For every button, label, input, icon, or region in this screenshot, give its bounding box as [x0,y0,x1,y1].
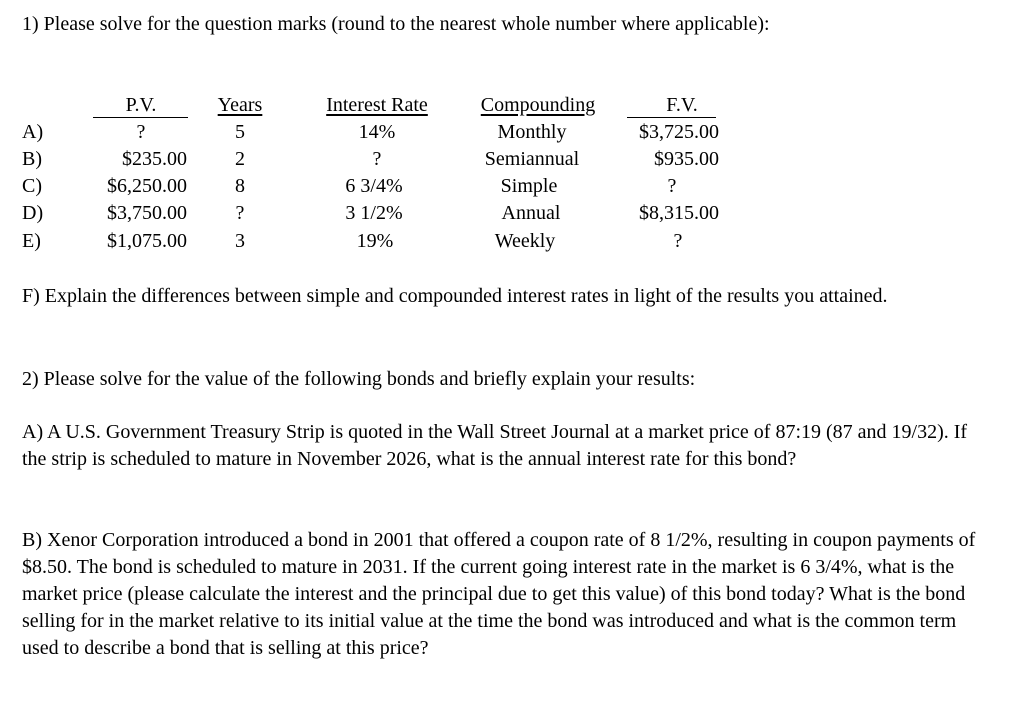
header-compounding: Compounding [480,94,596,116]
cell-compounding-b: Semiannual [484,148,580,170]
header-fv: F.V. [666,94,698,116]
cell-years-a: 5 [235,121,245,143]
question-2-part-b: B) Xenor Corporation introduced a bond in 2001 that offered a coupon rate of 8 1/2%, resulting in coupon payments of $8.50. The bond is scheduled to mature in 2031. If the current going interest rate in the market is 6 3/4%, what is the market price (please calculate the interest and the principal due to get this value) of this bond today? What is the bond selling for in the market relative to its initial value at the time the bond was introduced and what is the common term used to describe a bond that is selling at this price? [22,529,976,659]
row-label-a: A) [22,121,44,143]
cell-rate-c: 6 3/4% [345,175,403,197]
question-1-title: 1) Please solve for the question marks (round to the nearest whole number where applicable): [22,13,770,35]
cell-rate-d: 3 1/2% [345,202,403,224]
row-label-c: C) [22,175,42,197]
row-label-b: B) [22,148,42,170]
question-1-part-f: F) Explain the differences between simple and compounded interest rates in light of the results you attained. [22,285,888,307]
cell-rate-e: 19% [356,230,394,252]
cell-compounding-a: Monthly [497,121,567,143]
cell-fv-c: ? [667,175,677,197]
cell-fv-b: $935.00 [654,148,719,170]
cell-compounding-c: Simple [500,175,558,197]
header-pv: P.V. [125,94,157,116]
cell-years-b: 2 [235,148,245,170]
cell-compounding-d: Annual [501,202,561,224]
row-label-e: E) [22,230,41,252]
cell-pv-c: $6,250.00 [107,175,187,197]
cell-fv-a: $3,725.00 [639,121,719,143]
header-fv-underline [627,117,716,118]
cell-pv-e: $1,075.00 [107,230,187,252]
row-label-d: D) [22,202,44,224]
cell-rate-b: ? [372,148,382,170]
cell-pv-d: $3,750.00 [107,202,187,224]
cell-compounding-e: Weekly [494,230,556,252]
header-pv-underline [93,117,188,118]
question-2-part-a: A) A U.S. Government Treasury Strip is quoted in the Wall Street Journal at a market price of 87:19 (87 and 19/32). If the strip is scheduled to mature in November 2026, what is the annual interest rate for this bond? [22,421,968,470]
cell-years-c: 8 [235,175,245,197]
cell-fv-e: ? [673,230,683,252]
cell-years-e: 3 [235,230,245,252]
cell-fv-d: $8,315.00 [639,202,719,224]
cell-pv-a: ? [136,121,146,143]
question-2-title: 2) Please solve for the value of the following bonds and briefly explain your results: [22,368,696,390]
header-interest-rate: Interest Rate [326,94,428,116]
cell-years-d: ? [235,202,245,224]
cell-rate-a: 14% [358,121,396,143]
cell-pv-b: $235.00 [122,148,187,170]
header-years: Years [217,94,263,116]
